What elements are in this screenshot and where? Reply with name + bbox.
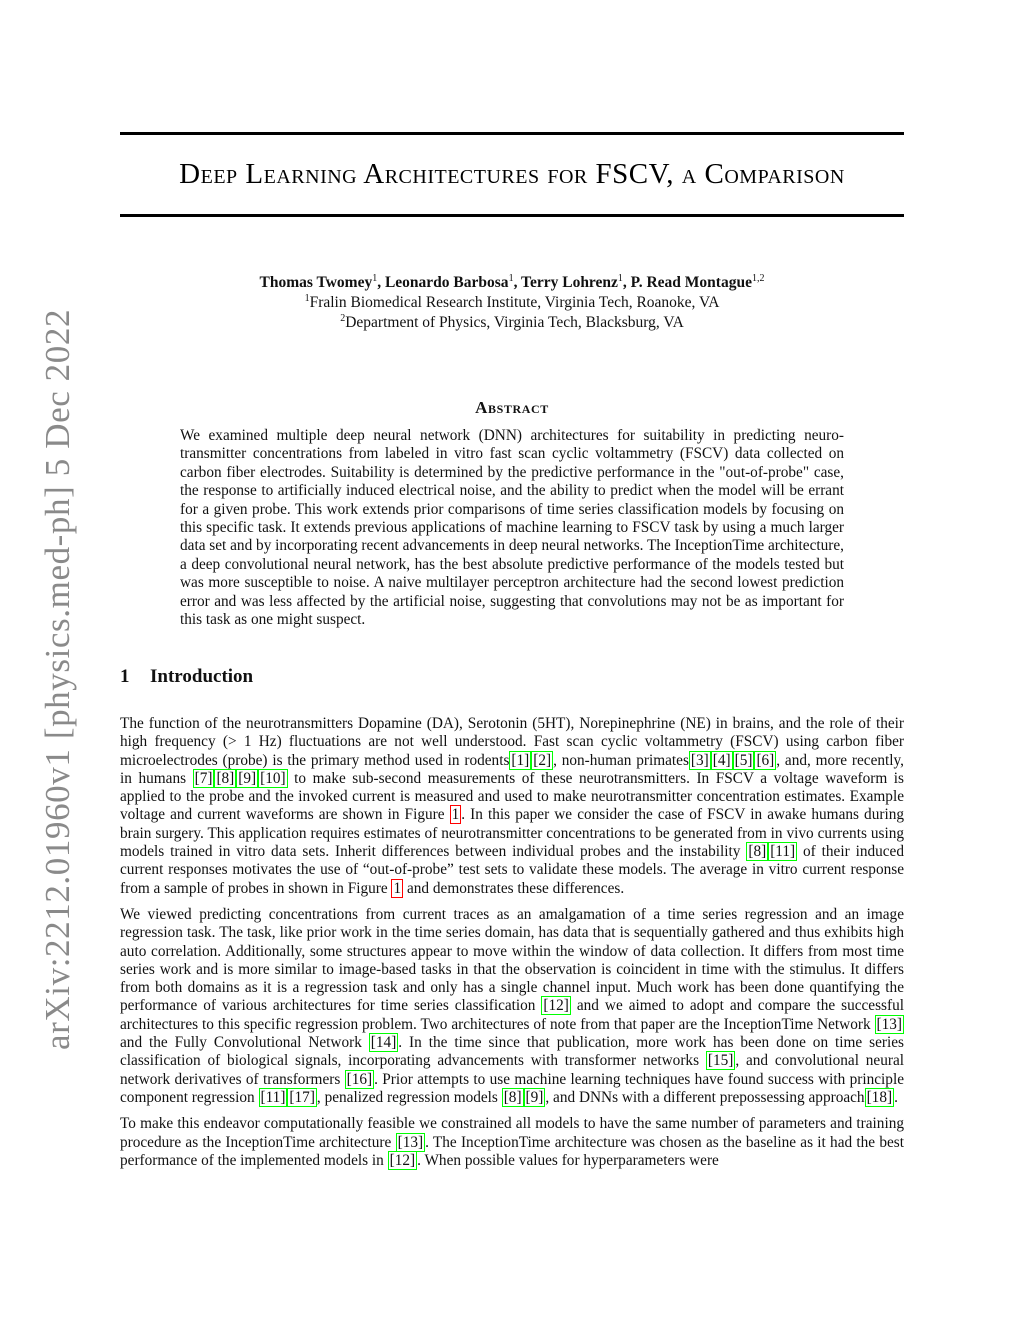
affiliation-text: Fralin Biomedical Research Institute, Virginia Tech, Roanoke, VA — [309, 294, 720, 311]
author-list: Thomas Twomey$^1$, Leonardo Barbosa$^1$, Terry Lohrenz$^1$, P. Read Montague$^{1,2}$ — [259, 272, 765, 291]
author-affiliation-mark: 1 — [508, 272, 514, 284]
text-run: to make sub-second measurements of these neurotransmitters. In FSCV a voltage waveform is applied to the probe and the invoked current is measured and used to make neurotransmitter concentration estimates. Example voltage and current waveforms are shown in Figure — [120, 769, 904, 824]
citation-link[interactable]: [9] — [238, 769, 257, 787]
citation-link[interactable]: [18] — [866, 1088, 893, 1106]
text-run: . In the time since that publication, more work has been done on time series classification of biological signals, incorporating advancements with transformer networks — [120, 1034, 904, 1070]
author-affiliation-mark: 1 — [617, 272, 623, 284]
text-run: . Prior attempts to use machine learning techniques have found success with principle component regression — [120, 1070, 904, 1106]
section-heading-introduction — [120, 666, 253, 688]
citation-link[interactable]: [9] — [525, 1088, 544, 1106]
abstract-text: We examined multiple deep neural network (DNN) architectures for suitability in predicting neuro-transmitter concentrations from labeled in vitro fast scan cyclic voltammetry (FSCV) data collected on carbon fiber electrodes. Suitability is determined by the predictive performance in the "out-of-probe" case, the response to artificially induced electrical noise, and the ability to predict when the model will be errant for a given probe. This work extends prior comparisons of time series classification models by focusing on this specific task. It extends previous applications of machine learning to FSCV task by using a much larger data set and by incorporating recent advancements in deep neural networks. The InceptionTime architecture, a deep convolutional neural network, has the best absolute predictive performance of the models tested but was more susceptible to noise. A naive multilayer perceptron architecture had the second lowest prediction error and was less affected by the artificial noise, suggesting that convolutions may not be as important for this task as one might suspect. — [180, 427, 844, 629]
citation-link[interactable]: [16] — [346, 1070, 373, 1088]
citation-link[interactable]: [12] — [543, 997, 569, 1015]
text-run: , and, more recently, in humans — [120, 751, 904, 787]
paragraph — [120, 715, 904, 898]
citation-link[interactable]: [8] — [216, 769, 235, 787]
affiliation-number: 1 — [304, 292, 310, 304]
text-run: , and convolutional neural network derivatives of transformers — [120, 1052, 904, 1088]
author-name: Leonardo Barbosa — [384, 274, 509, 291]
text-run: , and DNNs with a different prepossessing approach — [545, 1088, 865, 1106]
title-top-rule — [120, 132, 904, 135]
author-name: P. Read Montague — [630, 274, 752, 291]
text-run: and demonstrates these differences. — [403, 879, 625, 897]
figure-link[interactable]: 1 — [393, 879, 402, 897]
citation-link[interactable]: [7] — [194, 769, 213, 787]
section-title: Introduction — [150, 666, 254, 687]
citation-link[interactable]: [2] — [533, 751, 552, 769]
text-run: The function of the neurotransmitters Dopamine (DA), Serotonin (5HT), Norepinephrine (NE) in brains, and the role of their high frequency (> 1 Hz) fluctuations are not well understood. Fast scan cyclic voltammetry (FSCV) using carbon fiber microelectrodes (probe) is the primary method used in rodents — [120, 715, 904, 769]
text-run: of their induced current responses motivates the use of “out-of-probe” test sets to validate these models. The average in vitro current response from a sample of probes in shown in Figure — [120, 843, 904, 897]
author-name: Thomas Twomey — [259, 274, 373, 291]
citation-link[interactable]: [13] — [876, 1015, 902, 1033]
introduction-body — [120, 715, 904, 1178]
affiliation-line — [120, 313, 904, 333]
affiliation-line — [120, 293, 904, 313]
citation-link[interactable]: [8] — [503, 1088, 522, 1106]
text-run: . The InceptionTime architecture was chosen as the baseline as it had the best performance of the implemented models in — [120, 1133, 904, 1169]
citation-link[interactable]: [1] — [511, 751, 530, 769]
author-affiliation-mark: 1,2 — [751, 272, 765, 284]
text-run: . When possible values for hyperparameters were — [417, 1151, 719, 1169]
text-run: To make this endeavor computationally feasible we constrained all models to have the same number of parameters and training procedure as the InceptionTime architecture — [120, 1115, 904, 1151]
text-run: and the Fully Convolutional Network — [120, 1034, 369, 1052]
citation-link[interactable]: [13] — [397, 1133, 424, 1151]
text-run: and we aimed to adopt and compare the successful architectures to this specific regression problem. Two architectures of note from that paper are the InceptionTime Network — [120, 997, 904, 1033]
title-bottom-rule — [120, 214, 904, 217]
citation-link[interactable]: [17] — [289, 1088, 315, 1106]
citation-link[interactable]: [15] — [707, 1052, 734, 1070]
author-name: Terry Lohrenz — [521, 274, 618, 291]
paper-title: Deep Learning Architectures for FSCV, a Comparison — [179, 158, 845, 190]
text-run: We viewed predicting concentrations from current traces as an amalgamation of a time series regression and an image regression task. The task, like prior work in the time series domain, has data that is sequentially gathered and thus exhibits high auto correlation. Additionally, some structures appear to move within the window of data collection. It differs from most time series work and is more similar to image-based tasks in that the observation is coincident in time with the stimulus. It differs from both domains as it is a regression task and only has a single channel input. Much work has been done quantifying the performance of various architectures for time series classification — [120, 905, 904, 1015]
citation-link[interactable]: [11] — [770, 843, 796, 861]
paragraph — [120, 906, 904, 1107]
author-block — [120, 273, 904, 333]
citation-link[interactable]: [4] — [712, 751, 731, 769]
citation-link[interactable]: [10] — [260, 769, 286, 787]
paragraph — [120, 1115, 904, 1170]
citation-link[interactable]: [8] — [748, 843, 767, 861]
arxiv-identifier: arXiv:2212.01960v1 [physics.med-ph] 5 Dec 2022 — [38, 308, 77, 1050]
text-run: . In this paper we consider the case of FSCV in awake humans during brain surgery. This application requires estimates of neurotransmitter concentrations to be generated from in vivo currents using models trained in vitro data sets. Inherit differences between individual probes and the instability — [120, 806, 904, 861]
section-number: 1 — [120, 666, 130, 687]
citation-link[interactable]: [11] — [260, 1088, 286, 1106]
citation-link[interactable]: [3] — [690, 751, 709, 769]
affiliation-text: Department of Physics, Virginia Tech, Blacksburg, VA — [345, 314, 684, 331]
citation-link[interactable]: [6] — [756, 751, 775, 769]
citation-link[interactable]: [12] — [389, 1151, 416, 1169]
citation-link[interactable]: [5] — [734, 751, 753, 769]
text-run: . — [894, 1088, 898, 1106]
abstract-heading: Abstract — [475, 398, 549, 417]
affiliation-number: 2 — [340, 312, 346, 324]
citation-link[interactable]: [14] — [370, 1034, 397, 1052]
text-run: , penalized regression models — [316, 1088, 502, 1106]
figure-link[interactable]: 1 — [451, 806, 460, 824]
author-affiliation-mark: 1 — [372, 272, 378, 284]
text-run: , non-human primates — [553, 751, 689, 769]
